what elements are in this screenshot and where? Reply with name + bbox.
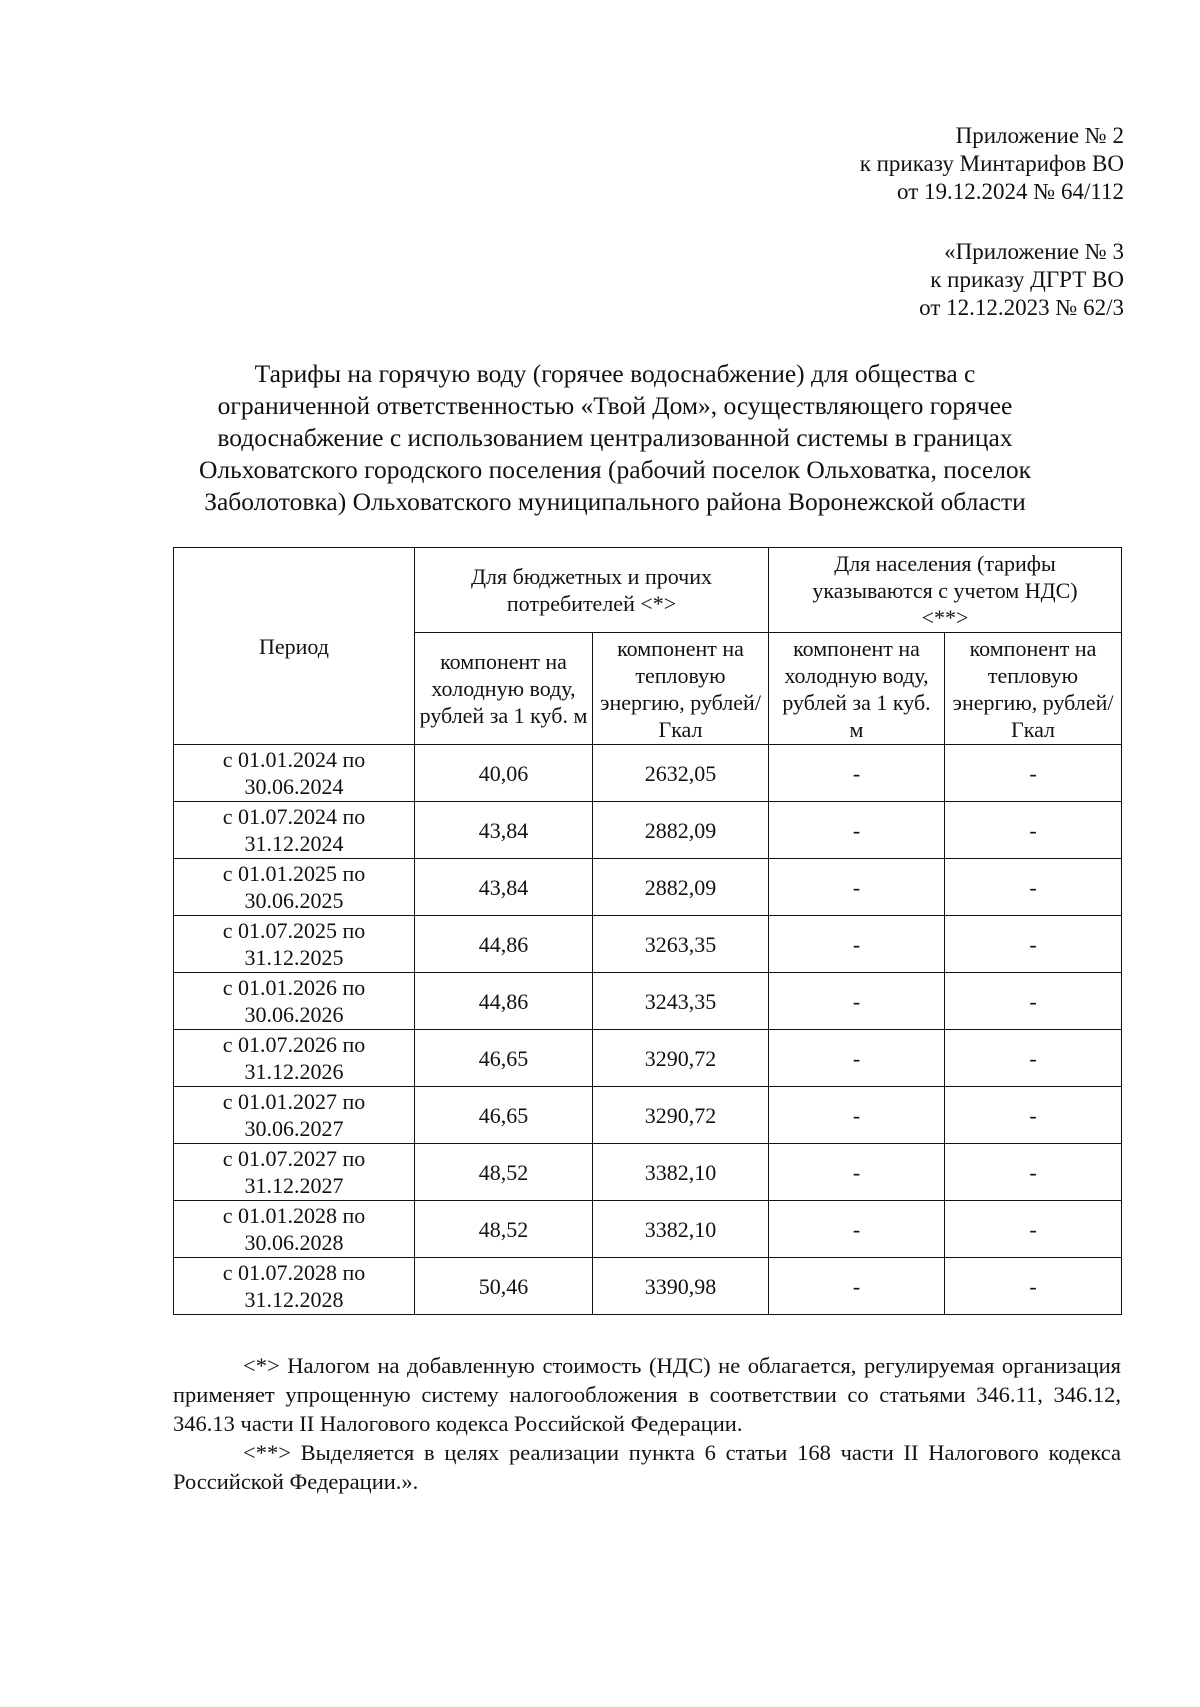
population-heat-energy-value: - (945, 1258, 1122, 1315)
annex-previous-line3: от 12.12.2023 № 62/3 (919, 295, 1124, 320)
annex-current-line2: к приказу Минтарифов ВО (859, 151, 1124, 176)
header-population-heat-energy: компонент на тепловую энергию, рублей/Гкал (945, 633, 1122, 745)
budget-cold-water-value: 44,86 (415, 916, 593, 973)
population-heat-energy-value: - (945, 973, 1122, 1030)
period-from: с 01.07.2027 по (222, 1146, 366, 1171)
population-heat-energy-value: - (945, 859, 1122, 916)
population-cold-water-value: - (769, 859, 945, 916)
header-population-cold-water: компонент на холодную воду, рублей за 1 куб. м (769, 633, 945, 745)
table-row (174, 1201, 1122, 1258)
annex-previous-header (919, 238, 1124, 322)
title-line2: ограниченной ответственностью «Твой Дом», осуществляющего горячее (217, 391, 1013, 420)
period-cell (174, 802, 415, 859)
period-to: 30.06.2027 (244, 1116, 344, 1141)
annex-current-header (860, 122, 1124, 206)
period-from: с 01.01.2025 по (222, 861, 366, 886)
budget-cold-water-value: 46,65 (415, 1087, 593, 1144)
period-cell (174, 1144, 415, 1201)
population-cold-water-value: - (769, 916, 945, 973)
table-row (174, 1258, 1122, 1315)
period-from: с 01.07.2028 по (222, 1260, 366, 1285)
population-heat-energy-value: - (945, 802, 1122, 859)
population-heat-energy-value: - (945, 1030, 1122, 1087)
table-row (174, 1030, 1122, 1087)
period-to: 31.12.2027 (244, 1173, 344, 1198)
budget-heat-energy-value: 3263,35 (593, 916, 769, 973)
population-cold-water-value: - (769, 745, 945, 802)
footnote-population: <**> Выделяется в целях реализации пункта 6 статьи 168 части II Налогового кодекса Российской Федерации.». (173, 1440, 1121, 1494)
title-line3: водоснабжение с использованием централизованной системы в границах (217, 423, 1013, 452)
footnotes (173, 1351, 1121, 1496)
period-cell (174, 916, 415, 973)
budget-cold-water-value: 44,86 (415, 973, 593, 1030)
population-cold-water-value: - (769, 1087, 945, 1144)
population-cold-water-value: - (769, 1258, 945, 1315)
period-cell (174, 859, 415, 916)
table-row (174, 859, 1122, 916)
period-to: 31.12.2028 (244, 1287, 344, 1312)
title-line1: Тарифы на горячую воду (горячее водоснабжение) для общества с (254, 359, 976, 388)
population-cold-water-value: - (769, 1030, 945, 1087)
budget-heat-energy-value: 2632,05 (593, 745, 769, 802)
header-population-group: Для населения (тарифы указываются с учетом НДС) <**> (769, 548, 1122, 633)
table-row (174, 916, 1122, 973)
population-cold-water-value: - (769, 973, 945, 1030)
period-from: с 01.01.2026 по (222, 975, 366, 1000)
period-to: 30.06.2025 (244, 888, 344, 913)
table-row (174, 745, 1122, 802)
budget-cold-water-value: 48,52 (415, 1201, 593, 1258)
period-to: 31.12.2024 (244, 831, 344, 856)
period-to: 30.06.2024 (244, 774, 344, 799)
budget-cold-water-value: 43,84 (415, 802, 593, 859)
annex-previous-line1: «Приложение № 3 (944, 239, 1124, 264)
population-heat-energy-value: - (945, 916, 1122, 973)
annex-current-line1: Приложение № 2 (955, 123, 1124, 148)
period-to: 30.06.2028 (244, 1230, 344, 1255)
budget-cold-water-value: 40,06 (415, 745, 593, 802)
budget-cold-water-value: 50,46 (415, 1258, 593, 1315)
period-from: с 01.01.2027 по (222, 1089, 366, 1114)
title-line4: Ольховатского городского поселения (рабочий поселок Ольховатка, поселок (198, 455, 1032, 484)
period-cell (174, 1201, 415, 1258)
population-cold-water-value: - (769, 802, 945, 859)
header-period: Период (174, 548, 415, 745)
budget-heat-energy-value: 3290,72 (593, 1030, 769, 1087)
population-cold-water-value: - (769, 1201, 945, 1258)
budget-heat-energy-value: 3390,98 (593, 1258, 769, 1315)
budget-heat-energy-value: 3243,35 (593, 973, 769, 1030)
budget-cold-water-value: 48,52 (415, 1144, 593, 1201)
annex-current-line3: от 19.12.2024 № 64/112 (897, 179, 1124, 204)
period-cell (174, 1258, 415, 1315)
period-to: 30.06.2026 (244, 1002, 344, 1027)
budget-heat-energy-value: 3290,72 (593, 1087, 769, 1144)
document-title (150, 358, 1080, 518)
period-cell (174, 745, 415, 802)
period-from: с 01.07.2025 по (222, 918, 366, 943)
period-cell (174, 973, 415, 1030)
table-row (174, 973, 1122, 1030)
population-cold-water-value: - (769, 1144, 945, 1201)
period-cell (174, 1030, 415, 1087)
population-heat-energy-value: - (945, 1144, 1122, 1201)
annex-previous-line2: к приказу ДГРТ ВО (930, 267, 1124, 292)
title-line5: Заболотовка) Ольховатского муниципального района Воронежской области (204, 487, 1026, 516)
period-from: с 01.07.2026 по (222, 1032, 366, 1057)
header-budget-group: Для бюджетных и прочих потребителей <*> (415, 548, 769, 633)
budget-cold-water-value: 46,65 (415, 1030, 593, 1087)
budget-heat-energy-value: 2882,09 (593, 802, 769, 859)
footnote-budget: <*> Налогом на добавленную стоимость (НДС) не облагается, регулируемая организация применяет упрощенную систему налогообложения в соответствии со статьями 346.11, 346.12, 346.13 части II Налогового кодекса Российской Федерации. (173, 1353, 1121, 1436)
table-row (174, 1144, 1122, 1201)
tariff-table (173, 547, 1122, 1315)
period-from: с 01.01.2024 по (222, 747, 366, 772)
period-to: 31.12.2025 (244, 945, 344, 970)
period-from: с 01.07.2024 по (222, 804, 366, 829)
table-row (174, 1087, 1122, 1144)
population-heat-energy-value: - (945, 1201, 1122, 1258)
budget-heat-energy-value: 2882,09 (593, 859, 769, 916)
header-budget-cold-water: компонент на холодную воду, рублей за 1 куб. м (415, 633, 593, 745)
period-from: с 01.01.2028 по (222, 1203, 366, 1228)
table-row (174, 802, 1122, 859)
budget-cold-water-value: 43,84 (415, 859, 593, 916)
period-cell (174, 1087, 415, 1144)
budget-heat-energy-value: 3382,10 (593, 1144, 769, 1201)
period-to: 31.12.2026 (244, 1059, 344, 1084)
population-heat-energy-value: - (945, 1087, 1122, 1144)
population-heat-energy-value: - (945, 745, 1122, 802)
header-budget-heat-energy: компонент на тепловую энергию, рублей/Гкал (593, 633, 769, 745)
budget-heat-energy-value: 3382,10 (593, 1201, 769, 1258)
